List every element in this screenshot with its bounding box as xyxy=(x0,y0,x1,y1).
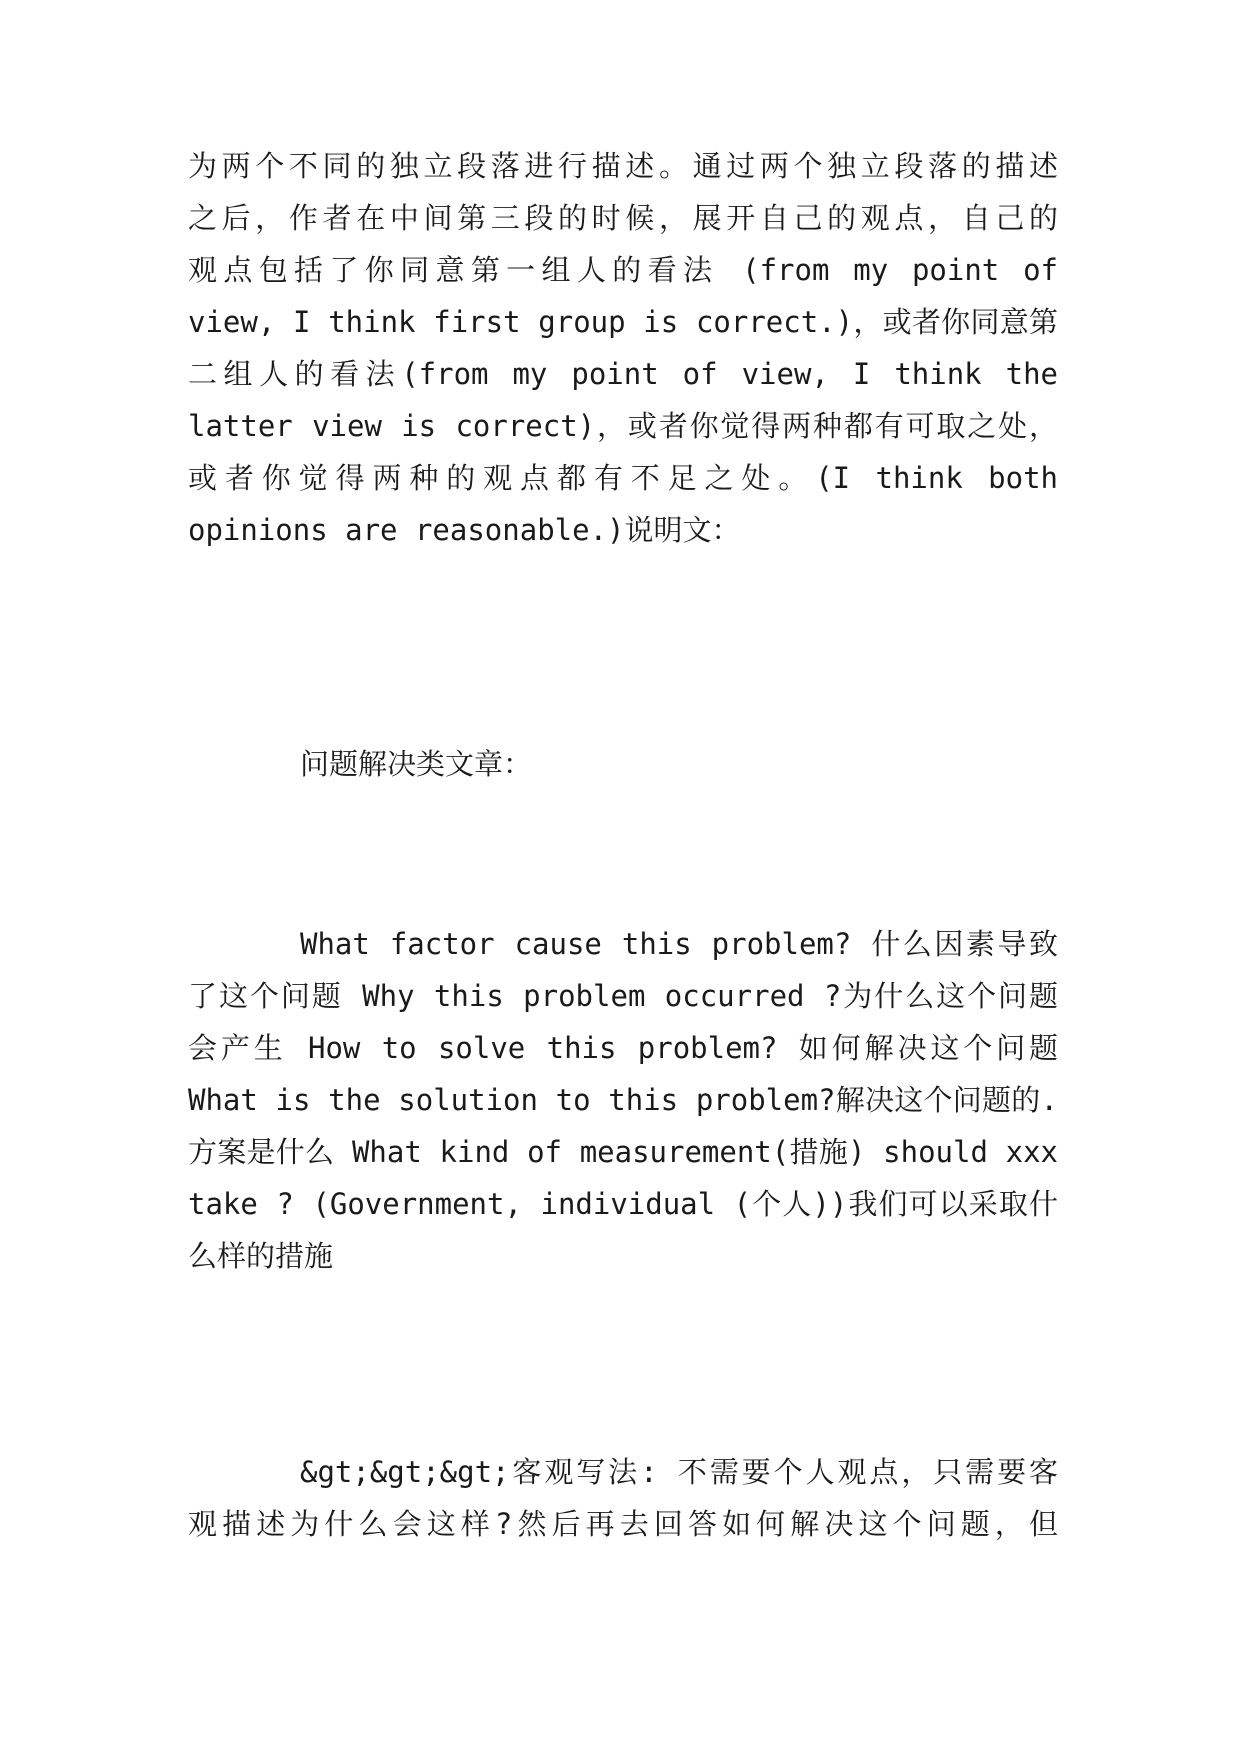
paragraph-1-line-2: 之后，作者在中间第三段的时候，展开自己的观点，自己的 xyxy=(188,201,1058,235)
paragraph-1-line-3: 观点包括了你同意第一组人的看法 (from my point of xyxy=(188,253,1058,287)
paragraph-2-line-2: 了这个问题 Why this problem occurred ?为什么这个问题 xyxy=(188,979,1058,1013)
paragraph-2-line-3: 会产生 How to solve this problem? 如何解决这个问题 xyxy=(188,1031,1058,1065)
paragraph-1-line-7: 或者你觉得两种的观点都有不足之处。(I think both xyxy=(188,461,1058,495)
paragraph-1-line-6: latter view is correct)，或者你觉得两种都有可取之处， xyxy=(188,409,1058,443)
section-heading: 问题解决类文章： xyxy=(300,747,533,781)
paragraph-2-line-4: What is the solution to this problem?解决这个问题的. xyxy=(188,1083,1058,1117)
paragraph-3-line-1: &gt;&gt;&gt;客观写法: 不需要个人观点，只需要客 xyxy=(300,1455,1058,1489)
paragraph-1-line-8: opinions are reasonable.)说明文： xyxy=(188,513,741,547)
paragraph-2-line-6: take ? (Government, individual (个人))我们可以采取什 xyxy=(188,1187,1058,1221)
paragraph-1-line-4: view, I think first group is correct.)，或者你同意第 xyxy=(188,305,1058,339)
paragraph-2-line-5: 方案是什么 What kind of measurement(措施) should xxx xyxy=(188,1135,1058,1169)
paragraph-3-line-2: 观描述为什么会这样?然后再去回答如何解决这个问题，但 xyxy=(188,1507,1058,1541)
paragraph-2-line-1: What factor cause this problem? 什么因素导致 xyxy=(300,927,1058,961)
paragraph-2-line-7: 么样的措施 xyxy=(188,1239,334,1273)
paragraph-1-line-5: 二组人的看法(from my point of view, I think the xyxy=(188,357,1058,391)
paragraph-1-line-1: 为两个不同的独立段落进行描述。通过两个独立段落的描述 xyxy=(188,149,1058,183)
